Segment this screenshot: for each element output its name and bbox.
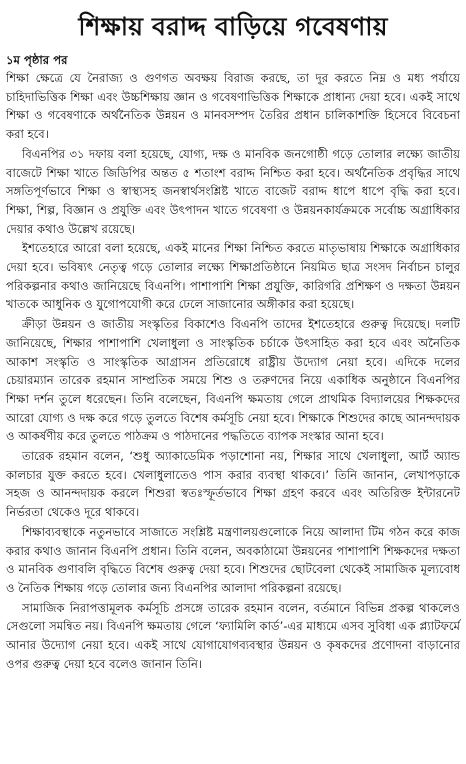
article-paragraph-5: তারেক রহমান বলেন, ‘শুধু অ্যাকাডেমিক পড়াশোনা নয়, শিক্ষার সাথে খেলাধুলা, আর্ট অ্যান্ড কালচার যুক্ত করতে হবে। খেলাধুলাতেও পাস করার ব্যবস্থা থাকবে।’ তিনি জানান, লেখাপড়াকে সহজ ও আনন্দদায়ক করলে শিশুরা স্বতঃস্ফূর্তভাবে শিক্ষা গ্রহণ করবে এবং অতিরিক্ত ইন্টারনেট নির্ভরতা থেকেও দূরে থাকবে। [6,449,460,520]
article-paragraph-2: বিএনপির ৩১ দফায় বলা হয়েছে, যোগ্য, দক্ষ ও মানবিক জনগোষ্ঠী গড়ে তোলার লক্ষ্যে জাতীয় বাজেটে শিক্ষা খাতে জিডিপির অন্তত ৫ শতাংশ বরাদ্দ নিশ্চিত করা হবে। অর্থনৈতিক প্রবৃদ্ধির সাথে সঙ্গতিপূর্ণভাবে শিক্ষা ও স্বাস্থ্যসহ জনস্বার্থসংশ্লিষ্ট খাতে বাজেট বরাদ্দ ধাপে ধাপে বৃদ্ধি করা হবে। শিক্ষা, শিল্প, বিজ্ঞান ও প্রযুক্তি এবং উৎপাদন খাতে গবেষণা ও উন্নয়নকার্যক্রমকে সর্বোচ্চ অগ্রাধিকার দেয়ার কথাও উল্লেখ রয়েছে। [6,146,460,236]
article-paragraph-7: সামাজিক নিরাপত্তামূলক কর্মসূচি প্রসঙ্গে তারেক রহমান বলেন, বর্তমানে বিভিন্ন প্রকল্প থাকলেও সেগুলো সমন্বিত নয়। বিএনপি ক্ষমতায় গেলে ‘ফ্যামিলি কার্ড’-এর মাধ্যমে এসব সুবিধা এক প্ল্যাটফর্মে আনার উদ্যোগ নেয়া হবে। একই সাথে যোগাযোগব্যবস্থার উন্নয়ন ও কৃষকদের প্রণোদনা বাড়ানোর ওপর গুরুত্ব দেয়া হবে বলেও জানান তিনি। [6,600,460,671]
continued-from-label: ১ম পৃষ্ঠার পর [6,53,68,67]
article-paragraph-3: ইশতেহারে আরো বলা হয়েছে, একই মানের শিক্ষা নিশ্চিত করতে মাতৃভাষায় শিক্ষাকে অগ্রাধিকার দেয়া হবে। ভবিষ্যৎ নেতৃত্ব গড়ে তোলার লক্ষ্যে শিক্ষাপ্রতিষ্ঠানে নিয়মিত ছাত্র সংসদ নির্বাচন চালুর পরিকল্পনার কথাও জানিয়েছে বিএনপি। পাশাপাশি শিক্ষা প্রযুক্তি, কারিগরি প্রশিক্ষণ ও দক্ষতা উন্নয়ন খাতকে আধুনিক ও যুগোপযোগী করে ঢেলে সাজানোর অঙ্গীকার করা হয়েছে। [6,241,460,312]
article-body [6,52,460,674]
article-paragraph-1: শিক্ষা ক্ষেত্রে যে নৈরাজ্য ও গুণগত অবক্ষয় বিরাজ করছে, তা দূর করতে নিম্ন ও মধ্য পর্যায়ে চাহিদাভিত্তিক শিক্ষা এবং উচ্চশিক্ষায় জ্ঞান ও গবেষণাভিত্তিক শিক্ষাকে প্রাধান্য দেয়া হবে। একই সাথে শিক্ষা ও গবেষণাকে অর্থনৈতিক উন্নয়ন ও মানবসম্পদ তৈরির প্রধান চালিকাশক্তি হিসেবে বিবেচনা করা হবে। [6,71,460,142]
article-paragraph-4: ক্রীড়া উন্নয়ন ও জাতীয় সংস্কৃতির বিকাশেও বিএনপি তাদের ইশতেহারে গুরুত্ব দিয়েছে। দলটি জানিয়েছে, শিক্ষার পাশাপাশি খেলাধুলা ও সাংস্কৃতিক চর্চাকে উৎসাহিত করা হবে এবং অনৈতিক আকাশ সংস্কৃতি ও সাংস্কৃতিক আগ্রাসন প্রতিরোধে রাষ্ট্রীয় উদ্যোগ নেয়া হবে। এদিকে দলের চেয়ারম্যান তারেক রহমান সাম্প্রতিক সময়ে শিশু ও তরুণদের নিয়ে একাধিক অনুষ্ঠানে বিএনপির শিক্ষা দর্শন তুলে ধরেছেন। তিনি বলেছেন, বিএনপি ক্ষমতায় গেলে প্রাথমিক বিদ্যালয়ের শিক্ষকদের আরো যোগ্য ও দক্ষ করে গড়ে তুলতে বিশেষ কর্মসূচি নেয়া হবে। শিক্ষাকে শিশুদের কাছে আনন্দদায়ক ও আকর্ষণীয় করে তুলতে পাঠক্রম ও পাঠদানের পদ্ধতিতে ব্যাপক সংস্কার আনা হবে। [6,317,460,444]
article-headline: শিক্ষায় বরাদ্দ বাড়িয়ে গবেষণায় [78,12,388,41]
article-paragraph-6: শিক্ষাব্যবস্থাকে নতুনভাবে সাজাতে সংশ্লিষ্ট মন্ত্রণালয়গুলোকে নিয়ে আলাদা টিম গঠন করে কাজ করার কথাও জানান বিএনপি প্রধান। তিনি বলেন, অবকাঠামো উন্নয়নের পাশাপাশি শিক্ষকদের দক্ষতা ও মানবিক গুণাবলি বৃদ্ধিতে বিশেষ গুরুত্ব দেয়া হবে। শিশুদের ছোটবেলা থেকেই সামাজিক মূল্যবোধ ও নৈতিক শিক্ষায় গড়ে তোলার জন্য বিএনপির আলাদা পরিকল্পনা রয়েছে। [6,524,460,595]
